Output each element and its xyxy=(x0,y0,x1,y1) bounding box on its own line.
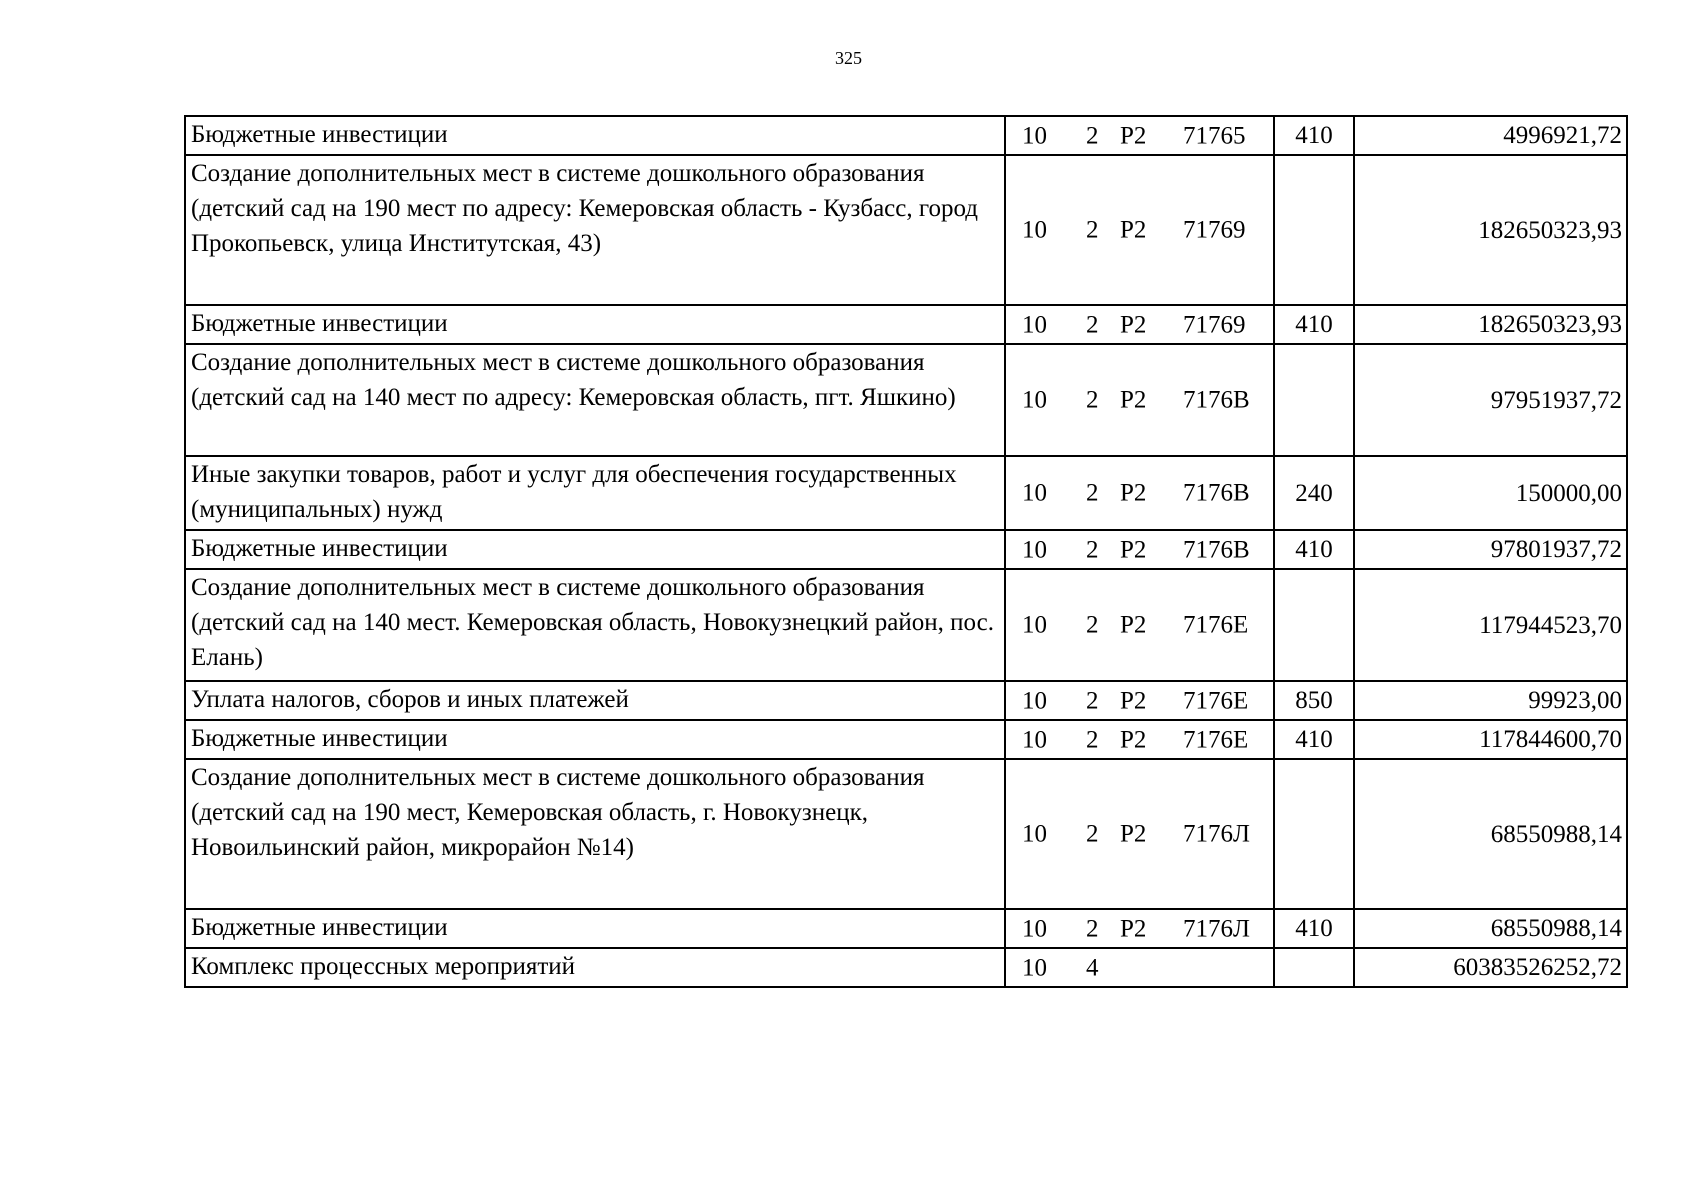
code-subsection: 2 xyxy=(1086,386,1099,414)
row-expense-type xyxy=(1274,155,1354,305)
row-amount: 99923,00 xyxy=(1354,681,1627,720)
row-amount: 68550988,14 xyxy=(1354,759,1627,909)
code-subsection: 2 xyxy=(1086,536,1099,563)
row-amount: 60383526252,72 xyxy=(1354,948,1627,987)
code-project: Р2 xyxy=(1120,122,1147,149)
code-subsection: 2 xyxy=(1086,122,1099,149)
row-name: Создание дополнительных мест в системе дошкольного образования (детский сад на 140 мест по адресу: Кемеровская область, пгт. Яшкино) xyxy=(185,344,1005,456)
code-section: 10 xyxy=(1022,386,1047,414)
row-name: Создание дополнительных мест в системе дошкольного образования (детский сад на 140 мест. Кемеровская область, Новокузнецкий район, пос. Елань) xyxy=(185,569,1005,681)
row-code xyxy=(1005,456,1274,530)
code-section: 10 xyxy=(1022,122,1047,149)
code-section: 10 xyxy=(1022,479,1047,507)
code-number: 7176Е xyxy=(1183,726,1249,753)
row-name: Бюджетные инвестиции xyxy=(185,909,1005,948)
code-subsection: 4 xyxy=(1086,954,1099,981)
row-name: Комплекс процессных мероприятий xyxy=(185,948,1005,987)
row-code xyxy=(1005,720,1274,759)
row-amount: 97951937,72 xyxy=(1354,344,1627,456)
code-project: Р2 xyxy=(1120,915,1147,942)
row-expense-type: 850 xyxy=(1274,681,1354,720)
table-row xyxy=(185,344,1627,456)
code-section: 10 xyxy=(1022,536,1047,563)
row-code xyxy=(1005,569,1274,681)
code-subsection: 2 xyxy=(1086,726,1099,753)
code-section: 10 xyxy=(1022,726,1047,753)
code-section: 10 xyxy=(1022,687,1047,714)
row-expense-type: 410 xyxy=(1274,909,1354,948)
table-row xyxy=(185,720,1627,759)
row-amount: 97801937,72 xyxy=(1354,530,1627,569)
code-section: 10 xyxy=(1022,915,1047,942)
row-expense-type xyxy=(1274,344,1354,456)
row-expense-type xyxy=(1274,948,1354,987)
code-section: 10 xyxy=(1022,954,1047,981)
code-number: 7176Л xyxy=(1183,915,1250,942)
code-subsection: 2 xyxy=(1086,479,1099,507)
row-amount: 182650323,93 xyxy=(1354,305,1627,344)
row-amount: 150000,00 xyxy=(1354,456,1627,530)
code-section: 10 xyxy=(1022,820,1047,848)
code-project: Р2 xyxy=(1120,479,1147,507)
row-code xyxy=(1005,681,1274,720)
row-expense-type: 410 xyxy=(1274,720,1354,759)
row-name: Создание дополнительных мест в системе дошкольного образования (детский сад на 190 мест, Кемеровская область, г. Новокузнецк, Новоильинский район, микрорайон №14) xyxy=(185,759,1005,909)
row-name: Бюджетные инвестиции xyxy=(185,305,1005,344)
row-expense-type: 240 xyxy=(1274,456,1354,530)
row-expense-type xyxy=(1274,569,1354,681)
code-project: Р2 xyxy=(1120,311,1147,338)
code-section: 10 xyxy=(1022,611,1047,639)
table-row xyxy=(185,948,1627,987)
row-expense-type: 410 xyxy=(1274,116,1354,155)
budget-table xyxy=(184,115,1628,988)
code-project: Р2 xyxy=(1120,536,1147,563)
row-name: Бюджетные инвестиции xyxy=(185,116,1005,155)
row-name: Уплата налогов, сборов и иных платежей xyxy=(185,681,1005,720)
row-name: Иные закупки товаров, работ и услуг для обеспечения государственных (муниципальных) нужд xyxy=(185,456,1005,530)
row-amount: 182650323,93 xyxy=(1354,155,1627,305)
row-expense-type: 410 xyxy=(1274,305,1354,344)
row-expense-type xyxy=(1274,759,1354,909)
code-subsection: 2 xyxy=(1086,311,1099,338)
row-amount: 68550988,14 xyxy=(1354,909,1627,948)
code-project: Р2 xyxy=(1120,216,1147,244)
code-subsection: 2 xyxy=(1086,820,1099,848)
row-code xyxy=(1005,116,1274,155)
row-code xyxy=(1005,344,1274,456)
code-section: 10 xyxy=(1022,311,1047,338)
table-row xyxy=(185,759,1627,909)
row-expense-type: 410 xyxy=(1274,530,1354,569)
row-amount: 117844600,70 xyxy=(1354,720,1627,759)
table-row xyxy=(185,456,1627,530)
row-code xyxy=(1005,948,1274,987)
code-section: 10 xyxy=(1022,216,1047,244)
row-code xyxy=(1005,759,1274,909)
code-number: 7176В xyxy=(1183,536,1250,563)
table-row xyxy=(185,155,1627,305)
row-code xyxy=(1005,530,1274,569)
code-project: Р2 xyxy=(1120,687,1147,714)
code-subsection: 2 xyxy=(1086,915,1099,942)
page-number: 325 xyxy=(835,48,862,68)
code-number: 7176Е xyxy=(1183,687,1249,714)
table-row xyxy=(185,305,1627,344)
table-row xyxy=(185,909,1627,948)
table-row xyxy=(185,530,1627,569)
code-number: 71769 xyxy=(1183,311,1246,338)
code-project: Р2 xyxy=(1120,820,1147,848)
row-name: Бюджетные инвестиции xyxy=(185,530,1005,569)
code-project: Р2 xyxy=(1120,386,1147,414)
row-amount: 117944523,70 xyxy=(1354,569,1627,681)
row-name: Создание дополнительных мест в системе дошкольного образования (детский сад на 190 мест по адресу: Кемеровская область - Кузбасс, город Прокопьевск, улица Институтская, 43) xyxy=(185,155,1005,305)
table-row xyxy=(185,569,1627,681)
budget-table-body xyxy=(185,116,1627,987)
code-subsection: 2 xyxy=(1086,216,1099,244)
row-code xyxy=(1005,909,1274,948)
table-row xyxy=(185,116,1627,155)
row-code xyxy=(1005,155,1274,305)
code-number: 7176В xyxy=(1183,386,1250,414)
code-number: 7176В xyxy=(1183,479,1250,507)
code-number: 7176Е xyxy=(1183,611,1249,639)
code-subsection: 2 xyxy=(1086,611,1099,639)
code-project: Р2 xyxy=(1120,611,1147,639)
code-subsection: 2 xyxy=(1086,687,1099,714)
row-code xyxy=(1005,305,1274,344)
code-number: 7176Л xyxy=(1183,820,1250,848)
table-row xyxy=(185,681,1627,720)
code-number: 71765 xyxy=(1183,122,1246,149)
row-name: Бюджетные инвестиции xyxy=(185,720,1005,759)
code-project: Р2 xyxy=(1120,726,1147,753)
code-number: 71769 xyxy=(1183,216,1246,244)
row-amount: 4996921,72 xyxy=(1354,116,1627,155)
